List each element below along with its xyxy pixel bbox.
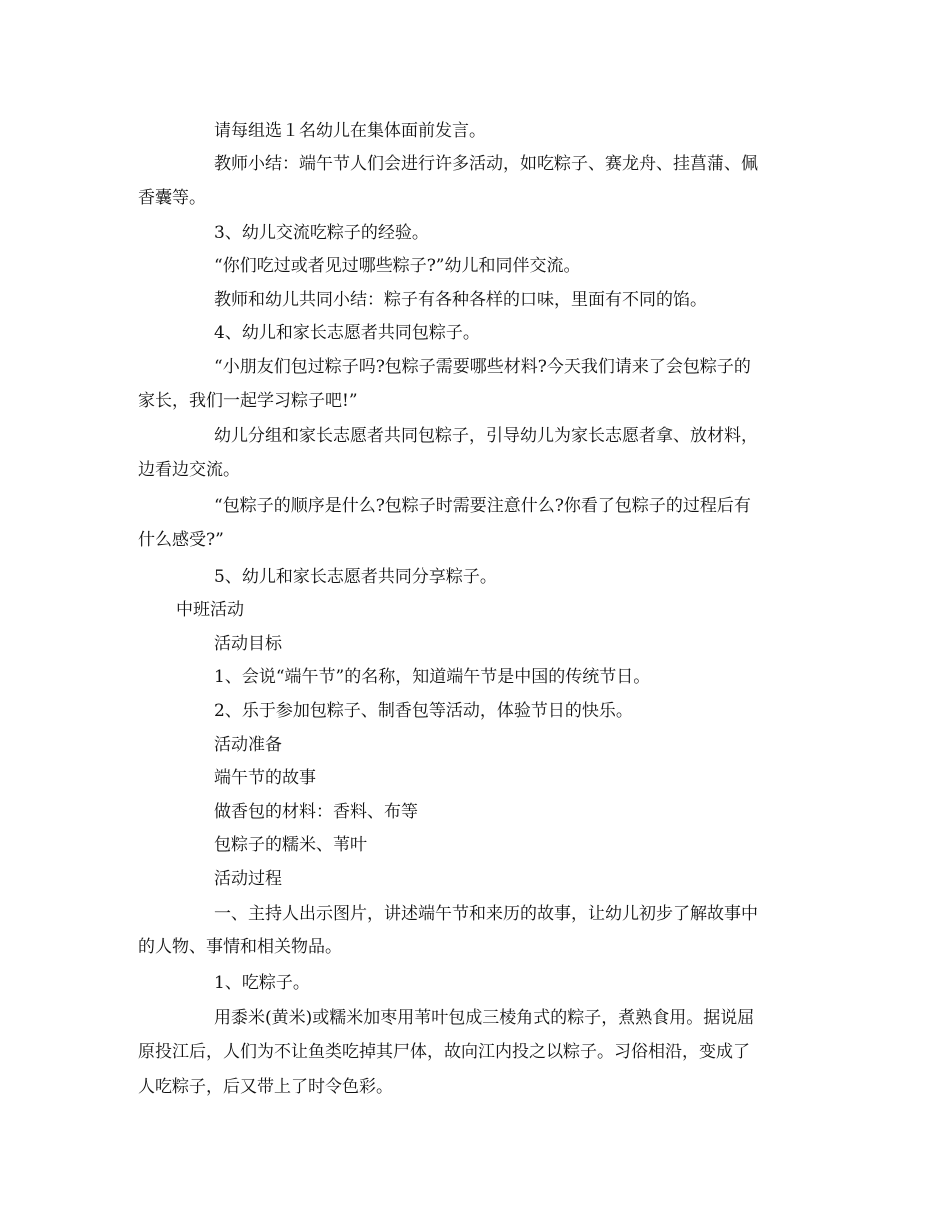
- text-line: 香囊等。: [138, 188, 206, 208]
- text-line: 用黍米(黄米)或糯米加枣用苇叶包成三棱角式的粽子，煮熟食用。据说屈: [214, 1008, 755, 1028]
- section-heading: 中班活动: [176, 600, 244, 620]
- text-line: 什么感受?”: [138, 530, 224, 550]
- text-line: 4、幼儿和家长志愿者共同包粽子。: [214, 323, 480, 343]
- text-line: 教师小结：端午节人们会进行许多活动，如吃粽子、赛龙舟、挂菖蒲、佩: [214, 154, 758, 174]
- subsection-heading: 活动过程: [214, 869, 282, 889]
- text-line: 教师和幼儿共同小结：粽子有各种各样的口味，里面有不同的馅。: [214, 290, 707, 310]
- text-line: 幼儿分组和家长志愿者共同包粽子，引导幼儿为家长志愿者拿、放材料，: [214, 426, 758, 446]
- text-line: 端午节的故事: [214, 768, 316, 788]
- text-line: 3、幼儿交流吃粽子的经验。: [214, 223, 429, 243]
- text-line: 边看边交流。: [138, 460, 240, 480]
- text-line: 一、主持人出示图片，讲述端午节和来历的故事，让幼儿初步了解故事中: [214, 904, 758, 924]
- subsection-heading: 活动准备: [214, 735, 282, 755]
- text-line: 做香包的材料：香料、布等: [214, 802, 418, 822]
- text-line: 包粽子的糯米、苇叶: [214, 835, 367, 855]
- text-line: 5、幼儿和家长志愿者共同分享粽子。: [214, 567, 497, 587]
- text-line: 请每组选１名幼儿在集体面前发言。: [214, 121, 486, 141]
- text-line: 人吃粽子，后又带上了时令色彩。: [138, 1077, 393, 1097]
- text-line: 家长，我们一起学习粽子吧!”: [138, 391, 358, 411]
- text-line: 的人物、事情和相关物品。: [138, 937, 342, 957]
- text-line: 1、吃粽子。: [214, 973, 310, 993]
- text-line: “包粽子的顺序是什么?包粽子时需要注意什么?你看了包粽子的过程后有: [214, 496, 751, 516]
- text-line: 1、会说“端午节”的名称，知道端午节是中国的传统节日。: [214, 667, 651, 687]
- subsection-heading: 活动目标: [214, 634, 282, 654]
- text-line: “小朋友们包过粽子吗?包粽子需要哪些材料?今天我们请来了会包粽子的: [214, 357, 751, 377]
- text-line: “你们吃过或者见过哪些粽子?”幼儿和同伴交流。: [214, 256, 581, 276]
- text-line: 2、乐于参加包粽子、制香包等活动，体验节日的快乐。: [214, 701, 633, 721]
- text-line: 原投江后，人们为不让鱼类吃掉其尸体，故向江内投之以粽子。习俗相沿，变成了: [138, 1042, 750, 1062]
